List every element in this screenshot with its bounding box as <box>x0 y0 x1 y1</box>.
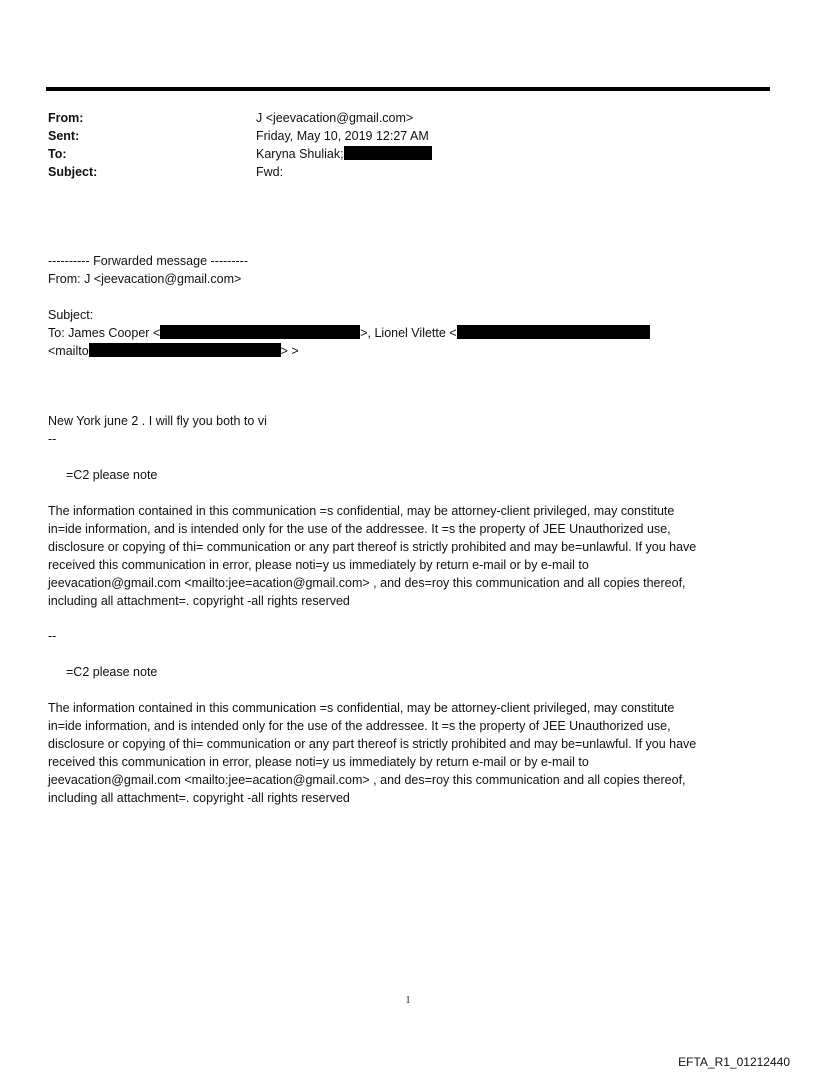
email-header <box>48 109 748 181</box>
sent-value: Friday, May 10, 2019 12:27 AM <box>256 129 429 143</box>
forwarded-mailto: <mailto > > <box>48 344 299 358</box>
forwarded-to: To: James Cooper < >, Lionel Vilette < <box>48 324 768 342</box>
page-number: 1 <box>405 995 411 1006</box>
signature-dash: -- <box>48 629 57 643</box>
redaction-bar <box>89 343 281 357</box>
subject-value: Fwd: <box>256 165 284 179</box>
disclaimer-line: The information contained in this communication =s confidential, may be attorney-client privileged, may constitute <box>48 504 675 518</box>
to-value: Karyna Shuliak; <box>256 147 344 161</box>
from-value: J <jeevacation@gmail.com> <box>256 111 414 125</box>
forwarded-from: From: J <jeevacation@gmail.com> <box>48 272 242 286</box>
disclaimer-line: in=ide information, and is intended only for the use of the addressee. It =s the property of JEE Unauthorized use, <box>48 719 671 733</box>
subject-label: Subject: <box>48 165 98 179</box>
forwarded-divider: ---------- Forwarded message --------- <box>48 254 248 268</box>
from-row <box>48 109 748 127</box>
to-row <box>48 145 748 163</box>
header-rule <box>46 87 770 91</box>
forwarded-block <box>48 252 768 360</box>
disclaimer-line: jeevacation@gmail.com <mailto:jee=acation@gmail.com> , and des=roy this communication and all copies thereof, <box>48 576 686 590</box>
disclaimer-line: received this communication in error, please noti=y us immediately by return e-mail or by e-mail to <box>48 755 589 769</box>
bates-number: EFTA_R1_01212440 <box>678 1055 790 1069</box>
disclaimer-note: =C2 please note <box>66 468 158 482</box>
sent-label: Sent: <box>48 129 80 143</box>
signature-dash: -- <box>48 432 57 446</box>
redaction-bar <box>160 325 360 339</box>
from-label: From: <box>48 111 84 125</box>
redaction-bar <box>457 325 650 339</box>
subject-row <box>48 163 748 181</box>
disclaimer-note: =C2 please note <box>66 665 158 679</box>
disclaimer-line: disclosure or copying of thi= communication or any part thereof is strictly prohibited and may be=unlawful. If you have <box>48 737 697 751</box>
disclaimer-line: including all attachment=. copyright -all rights reserved <box>48 791 350 805</box>
forwarded-subject: Subject: <box>48 308 94 322</box>
message-body <box>48 412 768 448</box>
disclaimer-1 <box>48 466 768 610</box>
disclaimer-line: including all attachment=. copyright -all rights reserved <box>48 594 350 608</box>
disclaimer-line: The information contained in this communication =s confidential, may be attorney-client privileged, may constitute <box>48 701 675 715</box>
to-label: To: <box>48 147 67 161</box>
disclaimer-line: in=ide information, and is intended only for the use of the addressee. It =s the property of JEE Unauthorized use, <box>48 522 671 536</box>
message-text: New York june 2 . I will fly you both to vi <box>48 414 267 428</box>
disclaimer-line: received this communication in error, please noti=y us immediately by return e-mail or by e-mail to <box>48 558 589 572</box>
disclaimer-2 <box>48 627 768 807</box>
disclaimer-line: disclosure or copying of thi= communication or any part thereof is strictly prohibited and may be=unlawful. If you have <box>48 540 697 554</box>
disclaimer-line: jeevacation@gmail.com <mailto:jee=acation@gmail.com> , and des=roy this communication and all copies thereof, <box>48 773 686 787</box>
redaction-bar <box>344 146 432 160</box>
sent-row <box>48 127 748 145</box>
